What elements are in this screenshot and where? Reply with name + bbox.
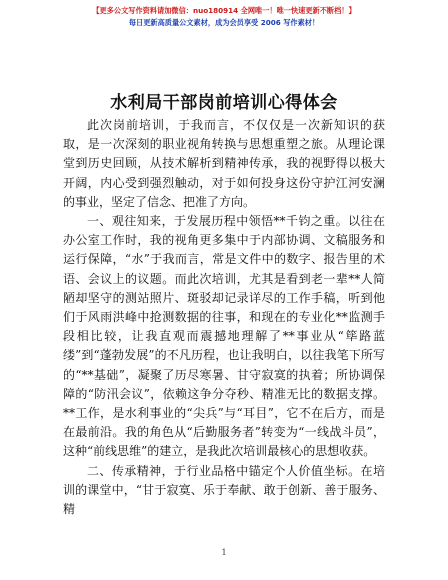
document-title: 水利局干部岗前培训心得体会 xyxy=(110,93,338,113)
promo-banner-line-1: 【更多公文写作资料请加微信：nuo180914 全网唯一！唯一快速更新不断档！】 xyxy=(92,6,356,15)
paragraph-section-1: 一、观往知来，于发展历程中领悟**千钧之重。以往在办公室工作时，我的视角更多集中于内部协调、文稿服务和运行保障，“水”于我而言，常是文件中的数字、报告里的术语、会议上的议题。而此次培训，尤其是看到老一辈**人简陋却坚守的测站照片、斑驳却记录详尽的工作手稿，听到他们于风雨洪峰中抢测数据的往事，和现在的专业化**监测手段相比较，让我直观而震撼地理解了**事业从“筚路蓝缕”到“蓬勃发展”的不凡历程，也让我明白，以往我笔下所写的“**基础”，凝聚了历尽寒暑、甘守寂寞的执着；所协调保障的“防汛会议”，依赖这争分夺秒、精准无比的数据支撑。**工作，是水利事业的“尖兵”与“耳目”，它不在后方，而是在最前沿。我的角色从“后勤服务者”转变为“一线战斗员”，这种“前线思维”的建立，是我此次培训最核心的思想收获。 xyxy=(63,214,385,459)
document-body xyxy=(63,116,385,519)
promo-banner-line-2: 每日更新高质量公文素材，成为会员享受 2006 写作素材！ xyxy=(128,18,320,27)
paragraph-section-2: 二、传承精神，于行业品格中锚定个人价值坐标。在培训的课堂中，“甘于寂寞、乐于奉献、敢于创新、善于服务、精 xyxy=(63,463,385,517)
page-number: 1 xyxy=(221,548,227,557)
paragraph-intro: 此次岗前培训，于我而言，不仅仅是一次新知识的获取，是一次深刻的职业视角转换与思想重塑之旅。从理论课堂到历史回顾，从技术解析到精神传承，我的视野得以极大开阔，内心受到强烈触动，对于如何投身这份守护江河安澜的事业，坚定了信念、把准了方向。 xyxy=(63,118,385,209)
